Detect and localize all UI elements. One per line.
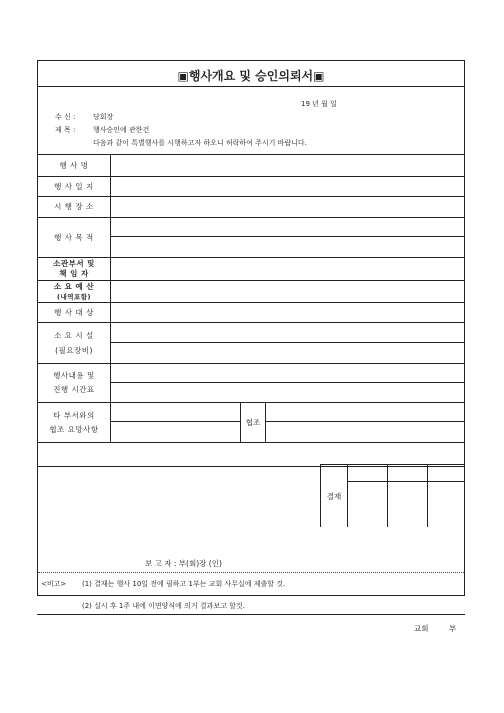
field-venue[interactable] (111, 197, 465, 218)
field-coop (111, 403, 465, 443)
row-coop (38, 403, 464, 443)
footer-text: 교회 부 (414, 624, 457, 633)
dotted-divider (38, 572, 464, 573)
reporter-line: 보 고 자 : 부(회)장 (인) (145, 559, 222, 568)
form-title: ▣행사개요 및 승인의뢰서▣ (177, 69, 325, 83)
label-target: 행 사 대 상 (38, 303, 111, 323)
purpose-line-1[interactable] (111, 218, 464, 237)
coop-dept-line-2[interactable] (266, 422, 464, 442)
form-table (38, 154, 464, 467)
row-event-name (38, 155, 464, 177)
label-content: 행사내용 및 진행 시간표 (38, 364, 111, 403)
label-budget: 소 요 예 산 (내역포함) (38, 281, 111, 303)
label-dept: 소관부서 및 책 임 자 (38, 258, 111, 281)
label-coop: 타 부서와의 협조 요망사항 (38, 403, 111, 443)
notes-bottom-line (37, 614, 465, 615)
row-budget (38, 281, 464, 303)
row-facilities (38, 323, 464, 364)
blank-row[interactable] (38, 443, 464, 467)
request-sentence: 다음과 같이 특별행사를 시행하고자 하오니 허락하여 주시기 바랍니다. (93, 139, 307, 147)
label-event-date: 행 사 일 지 (38, 177, 111, 197)
subject-label: 제 목 : (55, 126, 76, 134)
label-venue: 시 행 장 소 (38, 197, 111, 218)
content-line-2[interactable] (111, 383, 464, 402)
subject-value: 행사승인에 관한건 (93, 126, 150, 134)
approval-box (320, 464, 465, 527)
row-target (38, 303, 464, 323)
coop-input-area[interactable] (111, 403, 240, 442)
field-purpose[interactable] (111, 218, 465, 258)
coop-label: 협조 (240, 403, 266, 442)
field-dept[interactable] (111, 258, 465, 281)
note-2: (2) 실시 후 1주 내에 이면양식에 의거 결과보고 할것. (82, 602, 245, 610)
coop-dept-line-1[interactable] (266, 403, 464, 422)
row-venue (38, 197, 464, 218)
field-event-date[interactable] (111, 177, 465, 197)
label-event-name: 행 사 명 (38, 155, 111, 177)
title-divider (38, 86, 464, 87)
label-facilities: 소 요 시 설 (필요장비) (38, 323, 111, 364)
note-1: (1) 결재는 행사 10일 전에 필하고 1부는 교회 사무실에 제출할 것. (82, 580, 286, 588)
field-content[interactable] (111, 364, 465, 403)
approval-sign-2[interactable] (388, 482, 426, 526)
row-dept (38, 258, 464, 281)
approval-sign-3[interactable] (428, 482, 464, 526)
field-event-name[interactable] (111, 155, 465, 177)
label-purpose: 행 사 목 적 (38, 218, 111, 258)
field-facilities[interactable] (111, 323, 465, 364)
row-blank (38, 443, 464, 467)
facilities-line-1[interactable] (111, 323, 464, 343)
content-line-1[interactable] (111, 364, 464, 383)
row-purpose (38, 218, 464, 258)
facilities-line-2[interactable] (111, 343, 464, 363)
coop-dept-area[interactable] (266, 403, 464, 442)
date-line: 19 년 월 일 (301, 100, 337, 108)
purpose-line-2[interactable] (111, 237, 464, 257)
row-content (38, 364, 464, 403)
field-budget[interactable] (111, 281, 465, 303)
field-target[interactable] (111, 303, 465, 323)
notes-label: <비고> (41, 580, 67, 588)
approval-sign-1[interactable] (348, 482, 386, 526)
approval-label: 결재 (326, 491, 342, 501)
recipient-value: 당회장 (93, 113, 114, 121)
form-frame (37, 60, 465, 596)
recipient-label: 수 신 : (55, 113, 76, 121)
coop-line-2[interactable] (111, 422, 240, 442)
coop-line-1[interactable] (111, 403, 240, 422)
row-event-date (38, 177, 464, 197)
